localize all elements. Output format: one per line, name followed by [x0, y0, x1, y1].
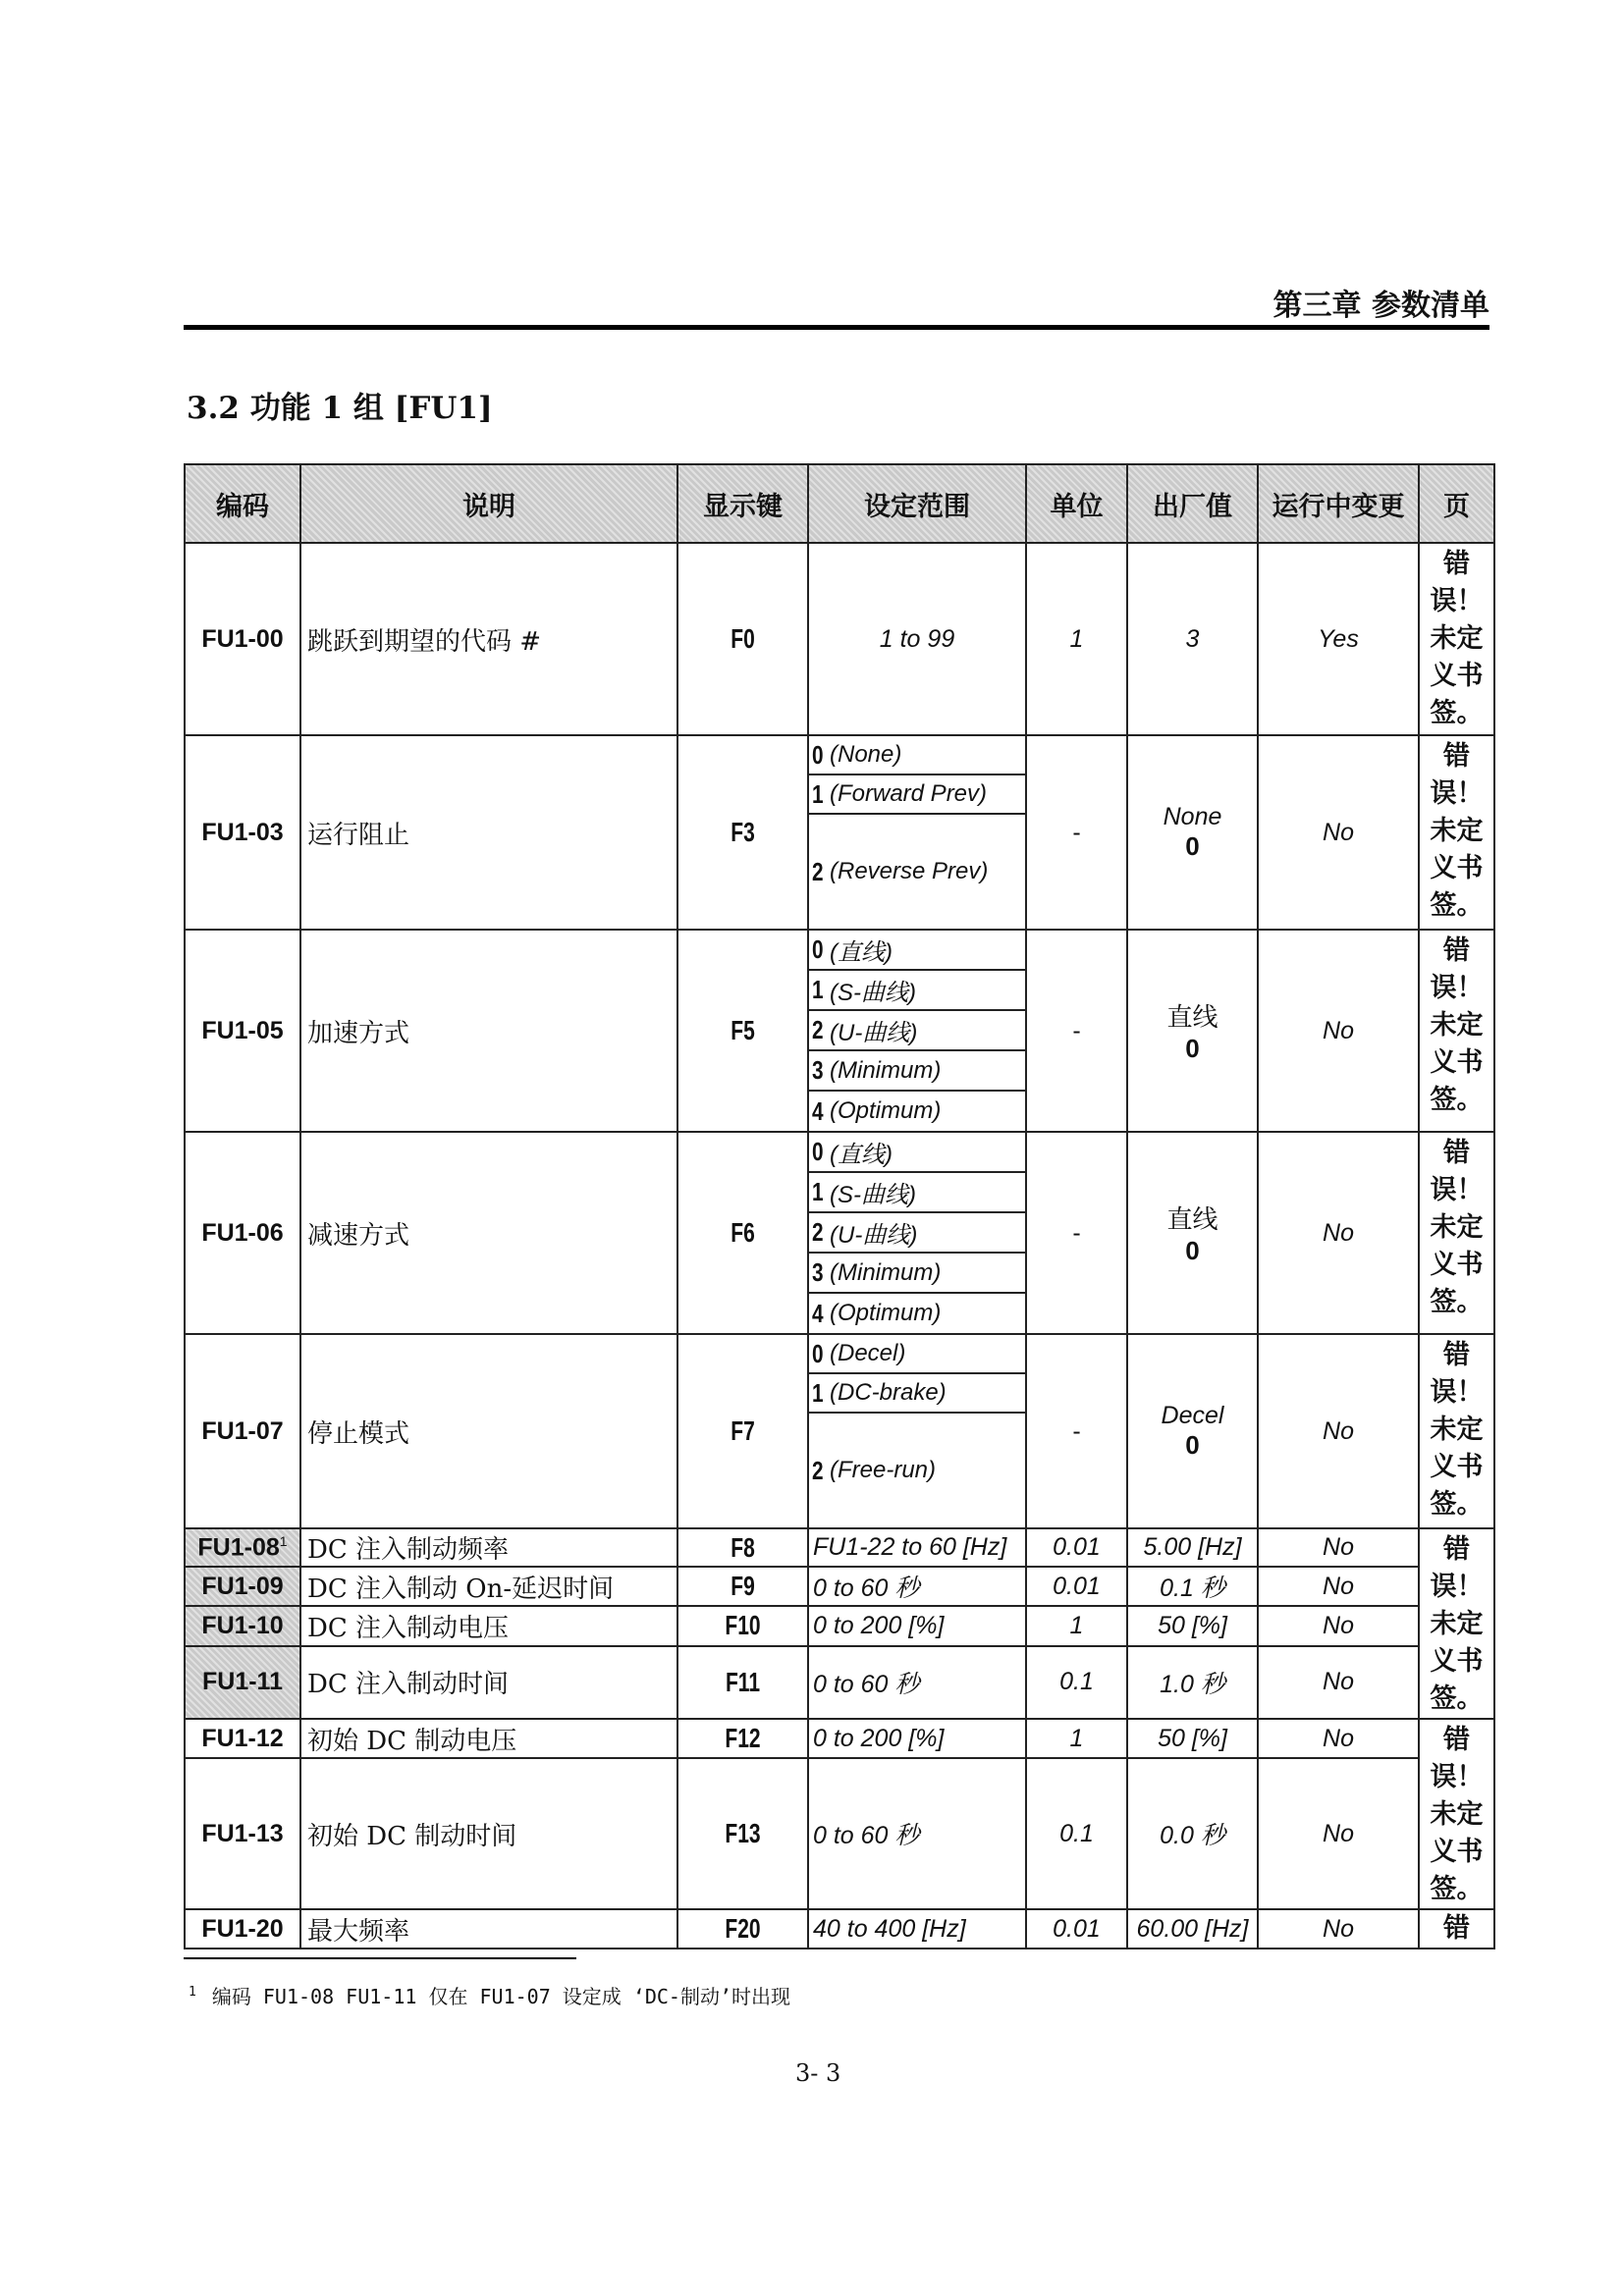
parameter-table [184, 463, 1495, 1949]
factory-default: 直线 0 [1127, 930, 1258, 1132]
param-code: FU1-00 [185, 543, 300, 735]
display-key: F12 [694, 1719, 792, 1758]
table-row [185, 1567, 1494, 1606]
run-change: Yes [1258, 543, 1419, 735]
table-header-row [185, 464, 1494, 543]
option-item: 1 (DC-brake) [809, 1374, 1025, 1414]
unit: 1 [1026, 1606, 1127, 1645]
table-row [185, 930, 1494, 1132]
page-ref: 错 [1419, 1909, 1494, 1949]
setting-range: 1 to 99 [808, 543, 1026, 735]
col-header: 编码 [185, 464, 300, 543]
unit: 0.1 [1026, 1646, 1127, 1719]
param-code: FU1-20 [185, 1909, 300, 1949]
table-row [185, 543, 1494, 735]
page-ref: 错误！未定义书签。 [1419, 930, 1494, 1132]
page-ref: 错误！未定义书签。 [1419, 1719, 1494, 1909]
run-change: No [1258, 1909, 1419, 1949]
display-key: F3 [694, 735, 792, 930]
display-key: F5 [694, 930, 792, 1132]
chapter-header: 第三章 参数清单 [1272, 289, 1489, 323]
param-desc: DC 注入制动电压 [300, 1606, 677, 1645]
option-item: 1 (Forward Prev) [809, 775, 1025, 815]
param-desc: 减速方式 [300, 1132, 677, 1334]
run-change: No [1258, 1132, 1419, 1334]
option-item: 1 (S-曲线) [809, 971, 1025, 1011]
table-row [185, 1334, 1494, 1528]
display-key: F13 [694, 1758, 792, 1909]
page-ref: 错误！未定义书签。 [1419, 1334, 1494, 1528]
display-key: F10 [694, 1606, 792, 1645]
table-row [185, 1606, 1494, 1645]
param-desc: 停止模式 [300, 1334, 677, 1528]
display-key: F7 [694, 1334, 792, 1528]
option-list [808, 930, 1026, 1132]
table-row [185, 735, 1494, 930]
footnote-rule [184, 1957, 576, 1959]
unit: - [1026, 1334, 1127, 1528]
setting-range: 0 to 200 [%] [808, 1606, 1026, 1645]
factory-default: 直线 0 [1127, 1132, 1258, 1334]
run-change: No [1258, 1606, 1419, 1645]
unit: 0.1 [1026, 1758, 1127, 1909]
page-ref: 错误！未定义书签。 [1419, 543, 1494, 735]
run-change: No [1258, 1719, 1419, 1758]
factory-default: 60.00 [Hz] [1127, 1909, 1258, 1949]
run-change: No [1258, 1758, 1419, 1909]
option-item: 3 (Minimum) [809, 1254, 1025, 1294]
col-header: 显示键 [677, 464, 808, 543]
setting-range: 0 to 60 秒 [808, 1646, 1026, 1719]
param-code: FU1-12 [185, 1719, 300, 1758]
option-list [808, 1132, 1026, 1334]
factory-default: Decel 0 [1127, 1334, 1258, 1528]
display-key: F9 [694, 1567, 792, 1606]
option-item: 2 (U-曲线) [809, 1213, 1025, 1254]
display-key: F11 [694, 1646, 792, 1719]
unit: - [1026, 930, 1127, 1132]
col-header: 单位 [1026, 464, 1127, 543]
param-code: FU1-07 [185, 1334, 300, 1528]
factory-default: None 0 [1127, 735, 1258, 930]
footnote-text: 编码 FU1-08 FU1-11 仅在 FU1-07 设定成 ‘DC-制动’时出现 [211, 1985, 791, 2008]
run-change: No [1258, 930, 1419, 1132]
option-item: 0 (Decel) [809, 1335, 1025, 1374]
factory-default: 50 [%] [1127, 1719, 1258, 1758]
unit: 0.01 [1026, 1909, 1127, 1949]
setting-range: FU1-22 to 60 [Hz] [808, 1528, 1026, 1567]
param-code: FU1-13 [185, 1758, 300, 1909]
page-ref: 错误！未定义书签。 [1419, 735, 1494, 930]
unit: - [1026, 735, 1127, 930]
option-item: 1 (S-曲线) [809, 1173, 1025, 1213]
setting-range: 0 to 60 秒 [808, 1567, 1026, 1606]
col-header: 说明 [300, 464, 677, 543]
display-key: F8 [694, 1528, 792, 1567]
unit: 0.01 [1026, 1567, 1127, 1606]
option-item: 4 (Optimum) [812, 1095, 942, 1126]
factory-default: 0.1 秒 [1127, 1567, 1258, 1606]
option-list [808, 735, 1026, 930]
param-code: FU1-06 [185, 1132, 300, 1334]
setting-range: 0 to 60 秒 [808, 1758, 1026, 1909]
run-change: No [1258, 1646, 1419, 1719]
option-item: 0 (None) [809, 736, 1025, 775]
param-desc: 运行阻止 [300, 735, 677, 930]
section-title: 3.2 功能 1 组 [FU1] [187, 391, 493, 426]
page-number: 3- 3 [795, 2059, 841, 2087]
run-change: No [1258, 1567, 1419, 1606]
run-change: No [1258, 1334, 1419, 1528]
page-ref: 错误！未定义书签。 [1419, 1132, 1494, 1334]
factory-default: 3 [1127, 543, 1258, 735]
table-row [185, 1528, 1494, 1567]
display-key: F6 [694, 1132, 792, 1334]
col-header: 设定范围 [808, 464, 1026, 543]
footnote [189, 1981, 790, 2009]
param-code: FU1-09 [185, 1567, 300, 1606]
option-list [808, 1334, 1026, 1528]
unit: 1 [1026, 543, 1127, 735]
param-desc: DC 注入制动时间 [300, 1646, 677, 1719]
unit: - [1026, 1132, 1127, 1334]
param-code: $FU1-08^1$ [185, 1528, 300, 1567]
page-ref: 错误！未定义书签。 [1419, 1528, 1494, 1719]
col-header: 运行中变更 [1258, 464, 1419, 543]
unit: 1 [1026, 1719, 1127, 1758]
run-change: No [1258, 735, 1419, 930]
col-header: 页 [1419, 464, 1494, 543]
param-desc: 初始 DC 制动时间 [300, 1758, 677, 1909]
display-key: F0 [694, 543, 792, 735]
factory-default: 1.0 秒 [1127, 1646, 1258, 1719]
option-item: 2 (U-曲线) [809, 1011, 1025, 1051]
param-desc: 初始 DC 制动电压 [300, 1719, 677, 1758]
option-item: 2 (Free-run) [812, 1455, 937, 1485]
option-item: 0 (直线) [809, 1133, 1025, 1173]
header-rule [184, 325, 1489, 330]
param-desc: 跳跃到期望的代码 # [300, 543, 677, 735]
display-key: F20 [694, 1909, 792, 1949]
table-row [185, 1909, 1494, 1949]
table-row [185, 1758, 1494, 1909]
param-desc: DC 注入制动频率 [300, 1528, 677, 1567]
table-row [185, 1646, 1494, 1719]
option-item: 4 (Optimum) [812, 1298, 942, 1328]
factory-default: 5.00 [Hz] [1127, 1528, 1258, 1567]
col-header: 出厂值 [1127, 464, 1258, 543]
table-row [185, 1719, 1494, 1758]
table-row [185, 1132, 1494, 1334]
param-code: FU1-05 [185, 930, 300, 1132]
option-item: 0 (直线) [809, 931, 1025, 971]
run-change: No [1258, 1528, 1419, 1567]
param-code: FU1-11 [185, 1646, 300, 1719]
param-code: FU1-03 [185, 735, 300, 930]
param-code: FU1-10 [185, 1606, 300, 1645]
footnote-marker: 1 [189, 1985, 196, 2001]
unit: 0.01 [1026, 1528, 1127, 1567]
setting-range: 0 to 200 [%] [808, 1719, 1026, 1758]
setting-range: 40 to 400 [Hz] [808, 1909, 1026, 1949]
option-item: 3 (Minimum) [809, 1051, 1025, 1092]
param-desc: 最大频率 [300, 1909, 677, 1949]
option-item: 2 (Reverse Prev) [812, 856, 989, 886]
factory-default: 0.0 秒 [1127, 1758, 1258, 1909]
factory-default: 50 [%] [1127, 1606, 1258, 1645]
param-desc: DC 注入制动 On-延迟时间 [300, 1567, 677, 1606]
param-desc: 加速方式 [300, 930, 677, 1132]
